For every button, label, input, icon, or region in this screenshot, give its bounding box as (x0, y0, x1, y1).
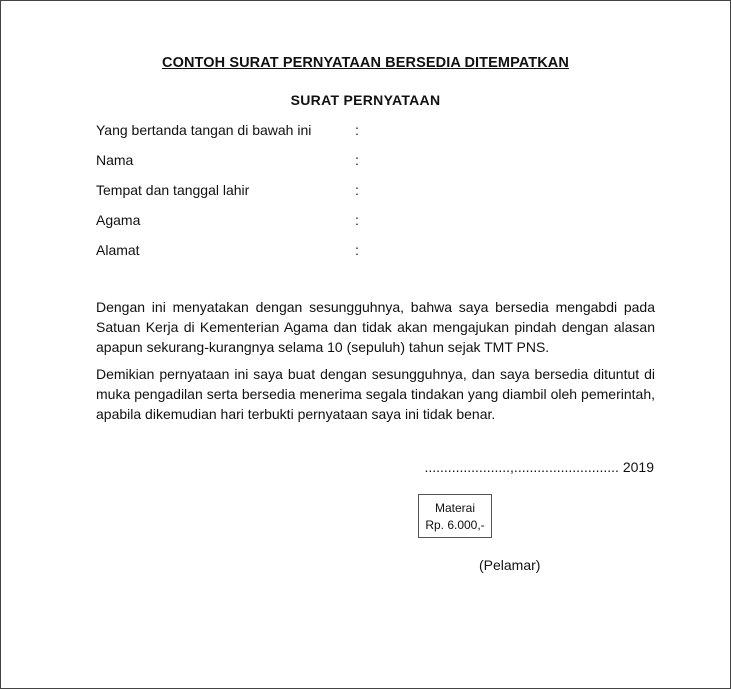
field-colon: : (355, 242, 359, 258)
document-title: CONTOH SURAT PERNYATAAN BERSEDIA DITEMPATKAN (162, 55, 569, 71)
field-label: Tempat dan tanggal lahir (96, 182, 250, 198)
field-label: Agama (96, 212, 141, 228)
field-row-address (96, 242, 596, 262)
signer-label: (Pelamar) (479, 557, 541, 573)
place-date-line: ......................,........................... 2019 (424, 459, 654, 475)
field-colon: : (355, 212, 359, 228)
document-subtitle: SURAT PERNYATAAN (290, 92, 441, 108)
field-colon: : (355, 152, 359, 168)
field-label: Nama (96, 152, 134, 168)
field-row-religion (96, 212, 596, 232)
field-colon: : (355, 182, 359, 198)
field-row-birth (96, 182, 596, 202)
field-label: Alamat (96, 242, 140, 258)
stamp-value: Rp. 6.000,- (425, 518, 485, 532)
closing-paragraph: Demikian pernyataan ini saya buat dengan sesungguhnya, dan saya bersedia dituntut di muka pengadilan serta bersedia menerima segala tindakan yang diambil oleh pemerintah, apabila dikemudian hari terbukti pernyataan saya ini tidak benar. (96, 366, 655, 422)
field-row-name (96, 152, 596, 172)
statement-paragraph: Dengan ini menyatakan dengan sesungguhnya, bahwa saya bersedia mengabdi pada Satuan Kerja di Kementerian Agama dan tidak akan mengajukan pindah dengan alasan apapun sekurang-kurangnya selama 10 (sepuluh) tahun sejak TMT PNS. (96, 299, 655, 355)
stamp-label: Materai (434, 501, 475, 515)
stamp-box (418, 494, 492, 538)
field-label: Yang bertanda tangan di bawah ini (96, 122, 312, 138)
field-colon: : (355, 122, 359, 138)
field-row-signatory (96, 122, 596, 142)
